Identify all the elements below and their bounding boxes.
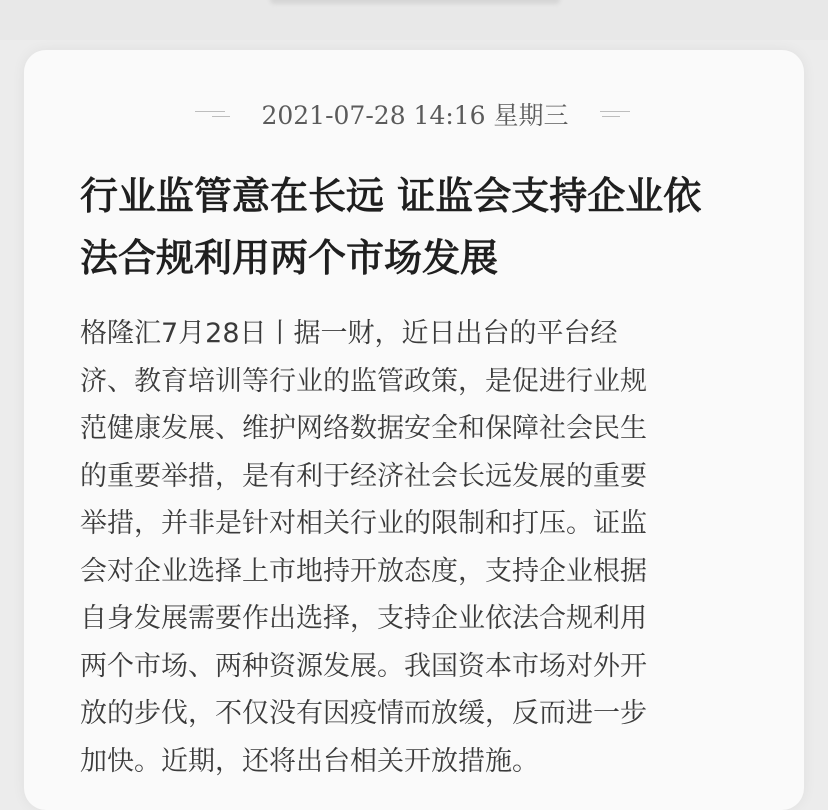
date-decoration-left-short <box>212 116 230 117</box>
top-bar <box>0 0 828 40</box>
body-line: 自身发展需要作出选择，支持企业依法合规利用 <box>80 603 647 634</box>
body-line: 加快。近期，还将出台相关开放措施。 <box>80 745 539 777</box>
article-headline <box>80 165 770 289</box>
body-line: 放的步伐，不仅没有因疫情而放缓，反而进一步 <box>80 698 647 729</box>
date-decoration-left <box>195 111 225 112</box>
article-body <box>80 310 770 785</box>
body-line: 济、教育培训等行业的监管政策，是促进行业规 <box>80 365 647 397</box>
body-line: 两个市场、两种资源发展。我国资本市场对外开 <box>80 650 647 682</box>
body-line: 的重要举措，是有利于经济社会长远发展的重要 <box>80 460 647 492</box>
body-line: 会对企业选择上市地持开放态度，支持企业根据 <box>80 555 647 587</box>
headline-line: 行业监管意在长远 证监会支持企业依 <box>80 174 702 218</box>
body-line: 范健康发展、维护网络数据安全和保障社会民生 <box>80 413 647 444</box>
date-decoration-right <box>600 111 630 112</box>
date-decoration-right-short <box>602 116 620 117</box>
cropped-header-text <box>270 0 560 4</box>
body-line: 举措，并非是针对相关行业的限制和打压。证监 <box>80 508 647 539</box>
body-line: 格隆汇7月28日丨据一财，近日出台的平台经 <box>80 318 618 349</box>
article-date: 2021-07-28 14:16 星期三 <box>261 101 569 130</box>
headline-line: 法合规利用两个市场发展 <box>80 236 499 280</box>
